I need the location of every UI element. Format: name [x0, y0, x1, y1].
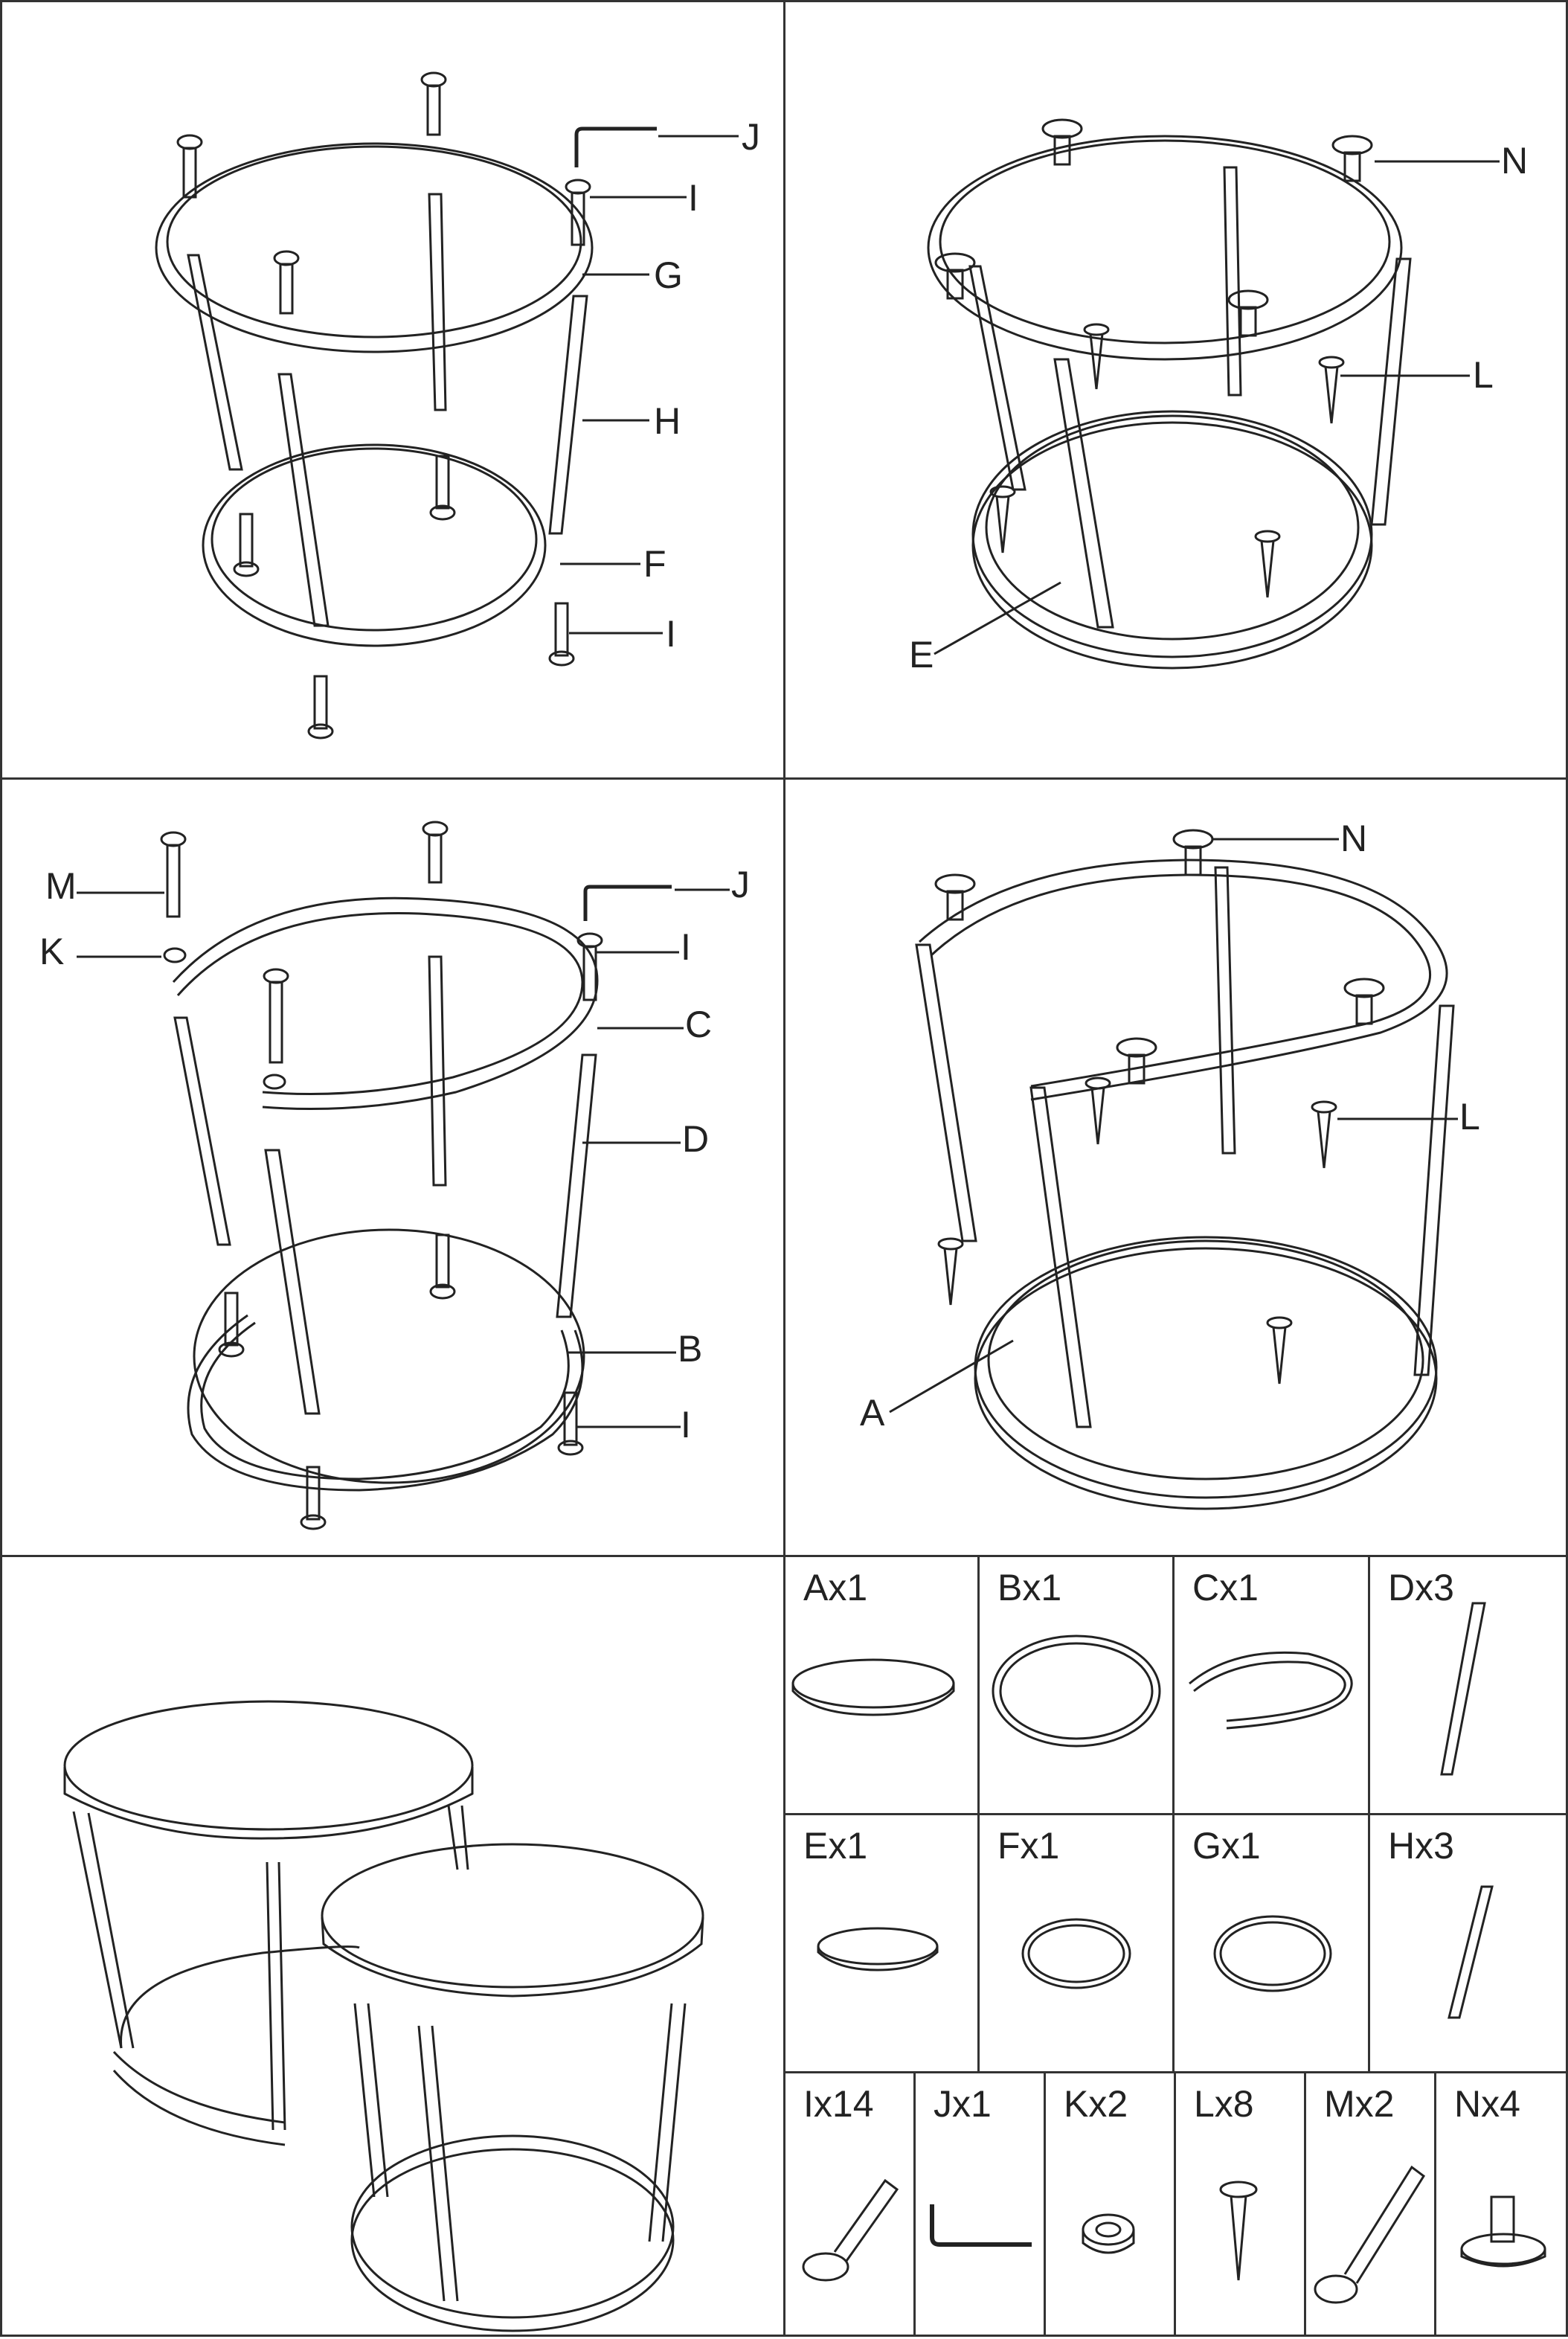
- round-tabletop-icon: [785, 1557, 982, 1817]
- allen-key-icon: [916, 2073, 1048, 2339]
- part-label: Gx1: [1192, 1825, 1261, 1867]
- step1-panel: [0, 0, 785, 780]
- step3-drawing: [2, 780, 788, 1559]
- part-label: Hx3: [1388, 1825, 1454, 1867]
- label-I-top: I: [688, 177, 698, 219]
- step2-panel: [783, 0, 1568, 780]
- assembled-tables-panel: [0, 1555, 785, 2337]
- label-N: N: [1340, 818, 1368, 859]
- ring-frame-icon: [980, 1557, 1177, 1817]
- step4-drawing: [785, 780, 1568, 1559]
- part-label: Ix14: [803, 2083, 874, 2125]
- assembled-tables-drawing: [2, 1557, 788, 2339]
- label-L: L: [1473, 354, 1494, 396]
- step3-panel: [0, 777, 785, 1557]
- spacer-icon: [1046, 2073, 1178, 2339]
- glide-foot-icon: [936, 830, 1384, 1083]
- part-label: Jx1: [934, 2083, 992, 2125]
- wood-screw-icon: [991, 324, 1343, 597]
- wood-screw-icon: [1176, 2073, 1308, 2339]
- part-cell-C: [1172, 1555, 1370, 1815]
- label-I-top: I: [681, 926, 691, 968]
- hex-bolt-icon: [785, 2073, 918, 2339]
- long-leg-icon: [1370, 1557, 1568, 1817]
- label-H: H: [654, 400, 681, 442]
- label-K: K: [39, 931, 65, 972]
- part-cell-L: [1174, 2071, 1306, 2337]
- part-cell-I: [783, 2071, 916, 2337]
- part-cell-N: [1434, 2071, 1568, 2337]
- small-tabletop-icon: [785, 1815, 982, 2076]
- glide-foot-icon: [936, 120, 1372, 336]
- label-D: D: [682, 1118, 710, 1160]
- bolt-icon: [178, 73, 590, 738]
- label-F: F: [643, 543, 666, 585]
- step1-drawing: [2, 2, 788, 782]
- part-label: Mx2: [1324, 2083, 1395, 2125]
- half-ring-frame-icon: [1175, 1557, 1372, 1817]
- short-leg-icon: [1370, 1815, 1568, 2076]
- label-N: N: [1501, 140, 1529, 182]
- label-M: M: [45, 865, 77, 907]
- label-J: J: [742, 116, 760, 158]
- part-cell-H: [1368, 1813, 1568, 2073]
- part-label: Cx1: [1192, 1567, 1259, 1608]
- label-B: B: [678, 1328, 703, 1370]
- small-ring-icon: [1175, 1815, 1372, 2076]
- label-I-bottom: I: [666, 613, 676, 655]
- part-cell-D: [1368, 1555, 1568, 1815]
- part-label: Kx2: [1064, 2083, 1128, 2125]
- small-ring-icon: [980, 1815, 1177, 2076]
- part-cell-B: [977, 1555, 1175, 1815]
- label-E: E: [909, 634, 934, 676]
- part-label: Dx3: [1388, 1567, 1454, 1608]
- wood-screw-icon: [939, 1078, 1336, 1384]
- part-label: Ex1: [803, 1825, 868, 1867]
- label-A: A: [860, 1392, 885, 1434]
- part-cell-G: [1172, 1813, 1370, 2073]
- parts-list: [783, 1555, 1568, 2337]
- part-cell-A: [783, 1555, 980, 1815]
- bolt-icon: [161, 822, 602, 1529]
- label-I-bottom: I: [681, 1404, 691, 1446]
- part-label: Nx4: [1454, 2083, 1520, 2125]
- part-label: Fx1: [997, 1825, 1060, 1867]
- label-G: G: [654, 254, 683, 296]
- part-cell-M: [1304, 2071, 1436, 2337]
- part-label: Ax1: [803, 1567, 868, 1608]
- step2-drawing: [785, 2, 1568, 782]
- glide-foot-icon: [1436, 2073, 1568, 2339]
- part-label: Lx8: [1194, 2083, 1254, 2125]
- part-label: Bx1: [997, 1567, 1062, 1608]
- part-cell-K: [1044, 2071, 1176, 2337]
- part-cell-F: [977, 1813, 1175, 2073]
- step4-panel: [783, 777, 1568, 1557]
- label-C: C: [685, 1004, 713, 1045]
- part-cell-E: [783, 1813, 980, 2073]
- label-J: J: [731, 864, 750, 905]
- long-bolt-icon: [1306, 2073, 1439, 2339]
- part-cell-J: [913, 2071, 1046, 2337]
- label-L: L: [1459, 1096, 1480, 1138]
